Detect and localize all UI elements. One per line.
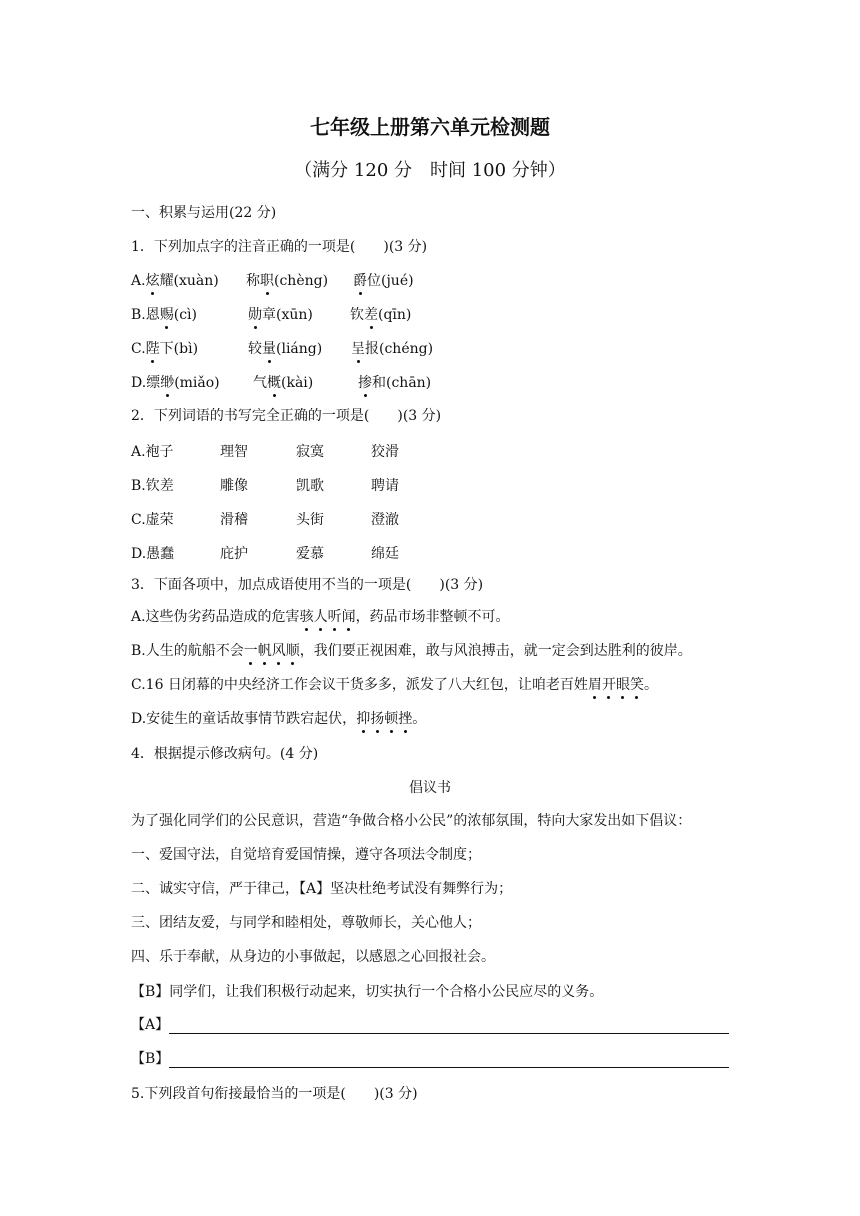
page-subtitle: （满分 120 分 时间 100 分钟） bbox=[294, 160, 566, 181]
q2-a-word-2: 理智 bbox=[220, 444, 248, 460]
dotted-char: 顿 bbox=[384, 711, 399, 727]
question-5-stem: 5.下列段首句衔接最恰当的一项是( )(3 分) bbox=[131, 1086, 418, 1102]
q3-option-a: A.这些伪劣药品造成的危害骇人听闻，药品市场非整顿不可。 bbox=[131, 609, 510, 625]
q2-b-word-4: 聘请 bbox=[371, 478, 399, 494]
q2-c-word-1: C.虚荣 bbox=[131, 512, 174, 528]
answer-b-label: 【B】 bbox=[131, 1051, 170, 1067]
proposal-line: 一、爱国守法，自觉培育爱国情操，遵守各项法令制度； bbox=[131, 847, 481, 863]
q2-a-word-1: A.袍子 bbox=[131, 444, 174, 460]
q1-d-item-1: D.缥缈(miǎo) bbox=[131, 372, 220, 392]
proposal-line: 为了强化同学们的公民意识，营造“争做合格小公民”的浓郁氛围，特向大家发出如下倡议： bbox=[131, 813, 692, 829]
dotted-char: 帆 bbox=[257, 643, 272, 659]
dotted-char: 开 bbox=[601, 677, 616, 693]
q3-d-idiom bbox=[356, 711, 412, 727]
q2-d-word-2: 庇护 bbox=[220, 546, 248, 562]
q1-b-item-2: 勋章(xūn) bbox=[248, 304, 313, 324]
q3-option-b: B.人生的航船不会一帆风顺，我们要正视困难，敢与风浪搏击，就一定会到达胜利的彼岸。 bbox=[131, 643, 692, 659]
dotted-char: 抑 bbox=[356, 711, 371, 727]
dotted-char: 听 bbox=[327, 609, 342, 625]
dotted-char: 顺 bbox=[285, 643, 300, 659]
q3-a-idiom bbox=[300, 609, 356, 625]
dotted-char: 挫 bbox=[398, 711, 413, 727]
dotted-char: 骇 bbox=[299, 609, 314, 625]
q1-c-item-3: 呈报(chéng) bbox=[351, 338, 433, 358]
proposal-line: 四、乐于奉献，从身边的小事做起，以感恩之心回报社会。 bbox=[131, 949, 495, 965]
proposal-line: 三、团结友爱，与同学和睦相处，尊敬师长，关心他人； bbox=[131, 915, 481, 931]
q2-d-word-3: 爱慕 bbox=[296, 546, 324, 562]
q3-option-d: D.安徒生的童话故事情节跌宕起伏，抑扬顿挫。 bbox=[131, 711, 427, 727]
proposal-line: 【B】同学们，让我们积极行动起来，切实执行一个合格小公民应尽的义务。 bbox=[131, 984, 604, 1000]
dotted-char: 扬 bbox=[370, 711, 385, 727]
dotted-char: 眼 bbox=[615, 677, 630, 693]
q2-b-word-1: B.钦差 bbox=[131, 478, 174, 494]
q2-c-word-4: 澄澈 bbox=[371, 512, 399, 528]
proposal-line: 二、诚实守信，严于律己，【A】坚决杜绝考试没有舞弊行为； bbox=[131, 881, 513, 897]
answer-a-blank[interactable] bbox=[169, 1019, 729, 1034]
dotted-char: 风 bbox=[271, 643, 286, 659]
dotted-char: 人 bbox=[313, 609, 328, 625]
q2-a-word-4: 狡滑 bbox=[371, 444, 399, 460]
q2-b-word-2: 雕像 bbox=[220, 478, 248, 494]
answer-a-label: 【A】 bbox=[131, 1017, 170, 1033]
q3-c-idiom bbox=[588, 677, 644, 693]
answer-b-blank[interactable] bbox=[169, 1053, 729, 1068]
answer-a-row bbox=[131, 1016, 729, 1034]
q1-d-item-3: 掺和(chān) bbox=[358, 372, 431, 392]
q2-c-word-2: 滑稽 bbox=[220, 512, 248, 528]
dotted-char: 闻 bbox=[341, 609, 356, 625]
question-1-stem: 1．下列加点字的注音正确的一项是( )(3 分) bbox=[131, 239, 428, 255]
dotted-char: 一 bbox=[243, 643, 258, 659]
page-title: 七年级上册第六单元检测题 bbox=[310, 115, 550, 139]
question-3-stem: 3．下面各项中，加点成语使用不当的一项是( )(3 分) bbox=[131, 577, 484, 593]
q1-d-item-2: 气概(kài) bbox=[253, 372, 313, 392]
q2-c-word-3: 头街 bbox=[296, 512, 324, 528]
q3-b-idiom bbox=[244, 643, 300, 659]
q2-b-word-3: 凯歌 bbox=[296, 478, 324, 494]
q2-d-word-1: D.愚蠢 bbox=[131, 546, 175, 562]
dotted-char: 笑 bbox=[629, 677, 644, 693]
proposal-heading: 倡议书 bbox=[409, 780, 451, 796]
q1-b-item-3: 钦差(qīn) bbox=[350, 304, 411, 324]
q1-b-item-1: B.恩赐(cì) bbox=[131, 304, 197, 324]
question-4-stem: 4．根据提示修改病句。(4 分) bbox=[131, 746, 319, 762]
q2-d-word-4: 绵廷 bbox=[371, 546, 399, 562]
q2-a-word-3: 寂寞 bbox=[296, 444, 324, 460]
section-heading: 一、积累与运用(22 分) bbox=[131, 205, 277, 221]
q1-c-item-2: 较量(liáng) bbox=[248, 338, 322, 358]
q1-a-item-2: 称职(chèng) bbox=[246, 270, 328, 290]
answer-b-row bbox=[131, 1050, 729, 1068]
q1-a-item-3: 爵位(jué) bbox=[353, 270, 414, 290]
question-2-stem: 2．下列词语的书写完全正确的一项是( )(3 分) bbox=[131, 408, 442, 424]
q1-c-item-1: C.陛下(bì) bbox=[131, 338, 198, 358]
q1-a-item-1: A.炫耀(xuàn) bbox=[131, 270, 219, 290]
q3-option-c: C.16 日闭幕的中央经济工作会议干货多多，派发了八大红包，让咱老百姓眉开眼笑。 bbox=[131, 677, 658, 693]
dotted-char: 眉 bbox=[587, 677, 602, 693]
